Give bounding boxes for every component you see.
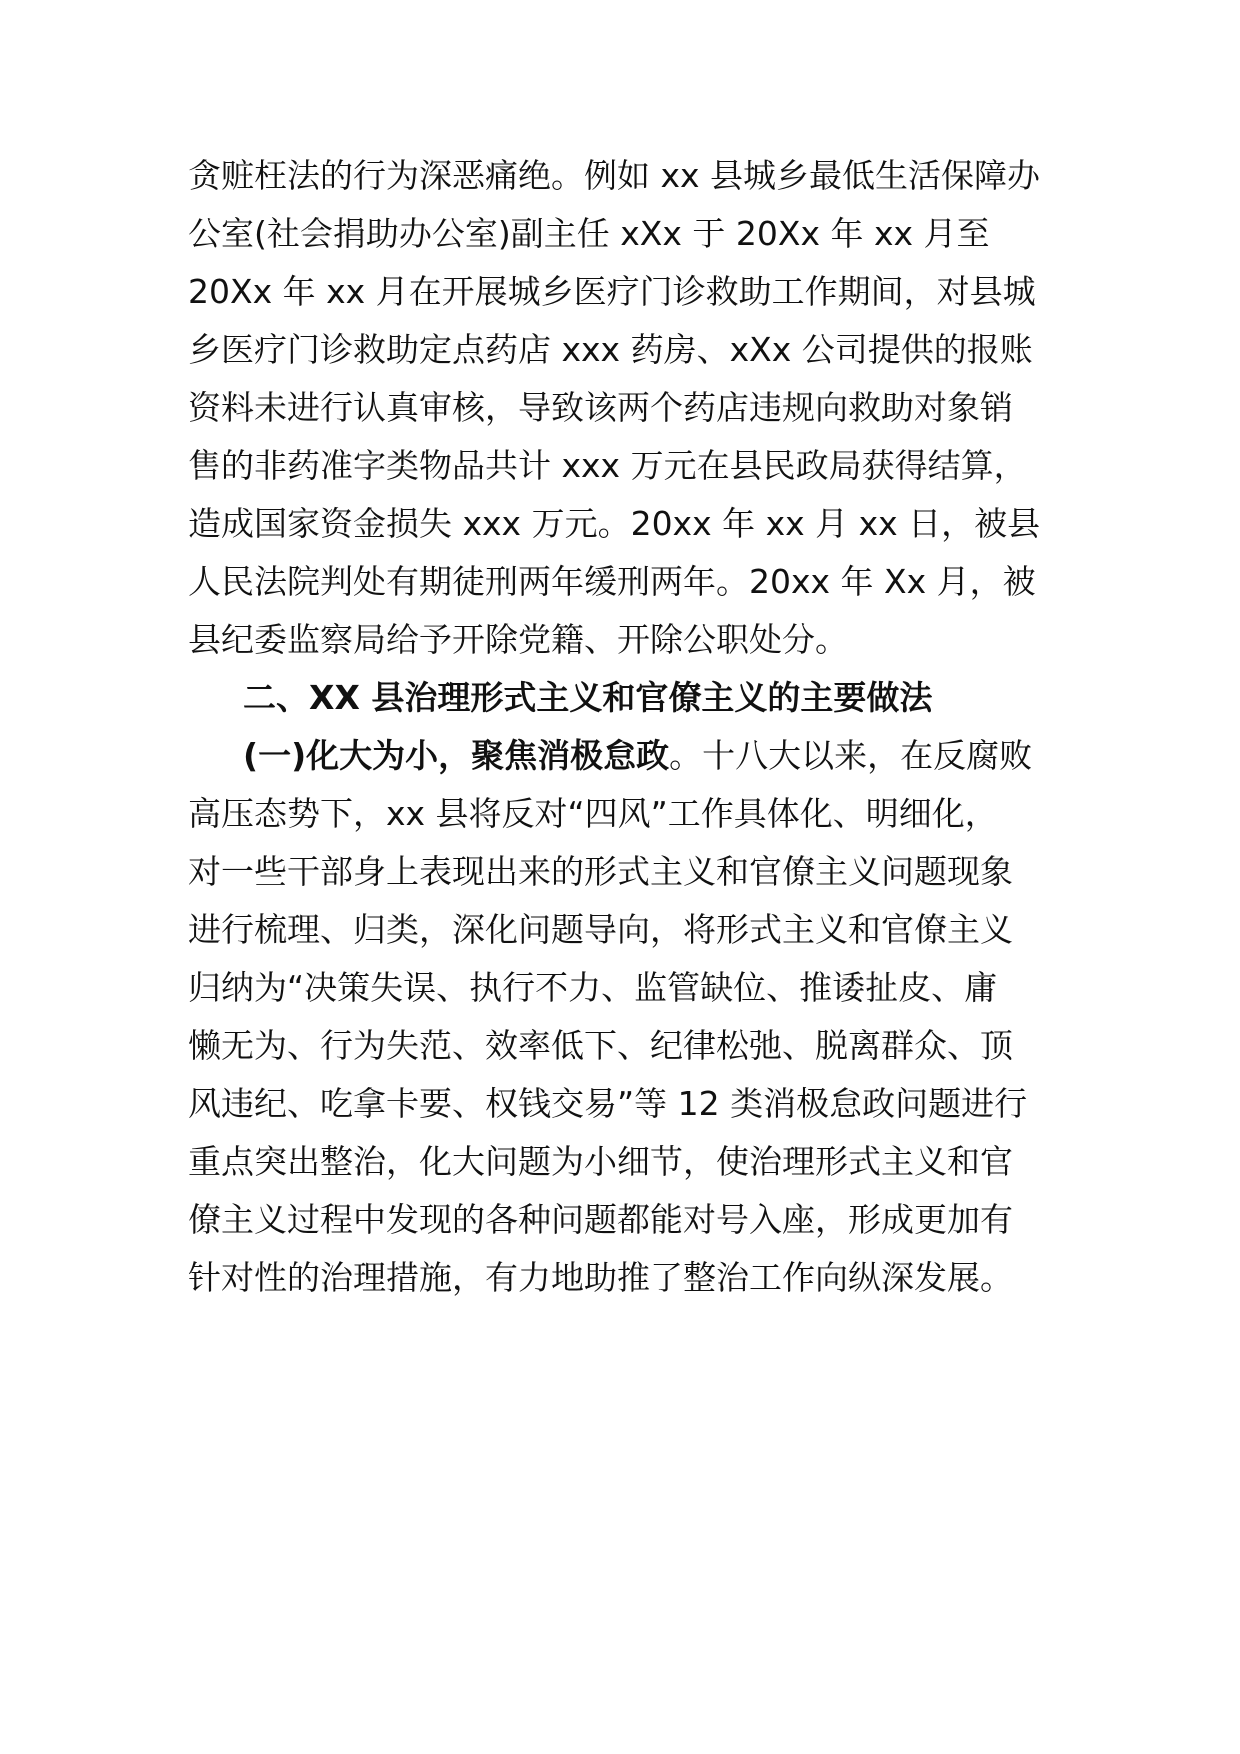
text-line: 造成国家资金损失 xxx 万元。20xx 年 xx 月 xx 日，被县	[188, 504, 1041, 543]
text-line: 20Xx 年 xx 月在开展城乡医疗门诊救助工作期间，对县城	[188, 272, 1036, 311]
text-line: 懒无为、行为失范、效率低下、纪律松弛、脱离群众、顶	[188, 1026, 1013, 1065]
text-line: 针对性的治理措施，有力地助推了整治工作向纵深发展。	[188, 1258, 1013, 1297]
text-line: 公室(社会捐助办公室)副主任 xXx 于 20Xx 年 xx 月至	[188, 214, 990, 253]
text-line: 对一些干部身上表现出来的形式主义和官僚主义问题现象	[188, 852, 1013, 891]
subsection-first-line	[243, 736, 1032, 776]
text-line: 重点突出整治，化大问题为小细节，使治理形式主义和官	[188, 1142, 1013, 1181]
text-line: 县纪委监察局给予开除党籍、开除公职处分。	[188, 620, 848, 659]
text-line: 归纳为“决策失误、执行不力、监管缺位、推诿扯皮、庸	[188, 968, 998, 1007]
text-line: 进行梳理、归类，深化问题导向，将形式主义和官僚主义	[188, 910, 1013, 949]
section-heading: 二、XX 县治理形式主义和官僚主义的主要做法	[243, 678, 933, 717]
text-line: 售的非药准字类物品共计 xxx 万元在县民政局获得结算，	[188, 446, 1027, 485]
text-line: 资料未进行认真审核，导致该两个药店违规向救助对象销	[188, 388, 1013, 427]
subsection-first-line-rest: 。十八大以来，在反腐败	[669, 736, 1033, 775]
text-line: 风违纪、吃拿卡要、权钱交易”等 12 类消极怠政问题进行	[188, 1084, 1028, 1123]
text-line: 乡医疗门诊救助定点药店 xxx 药房、xXx 公司提供的报账	[188, 330, 1033, 369]
text-line: 人民法院判处有期徒刑两年缓刑两年。20xx 年 Xx 月，被	[188, 562, 1036, 601]
text-line: 贪赃枉法的行为深恶痛绝。例如 xx 县城乡最低生活保障办	[188, 156, 1041, 195]
text-line: 高压态势下，xx 县将反对“四风”工作具体化、明细化，	[188, 794, 998, 833]
subsection-title: (一)化大为小，聚焦消极怠政	[243, 736, 670, 775]
text-line: 僚主义过程中发现的各种问题都能对号入座，形成更加有	[188, 1200, 1013, 1239]
